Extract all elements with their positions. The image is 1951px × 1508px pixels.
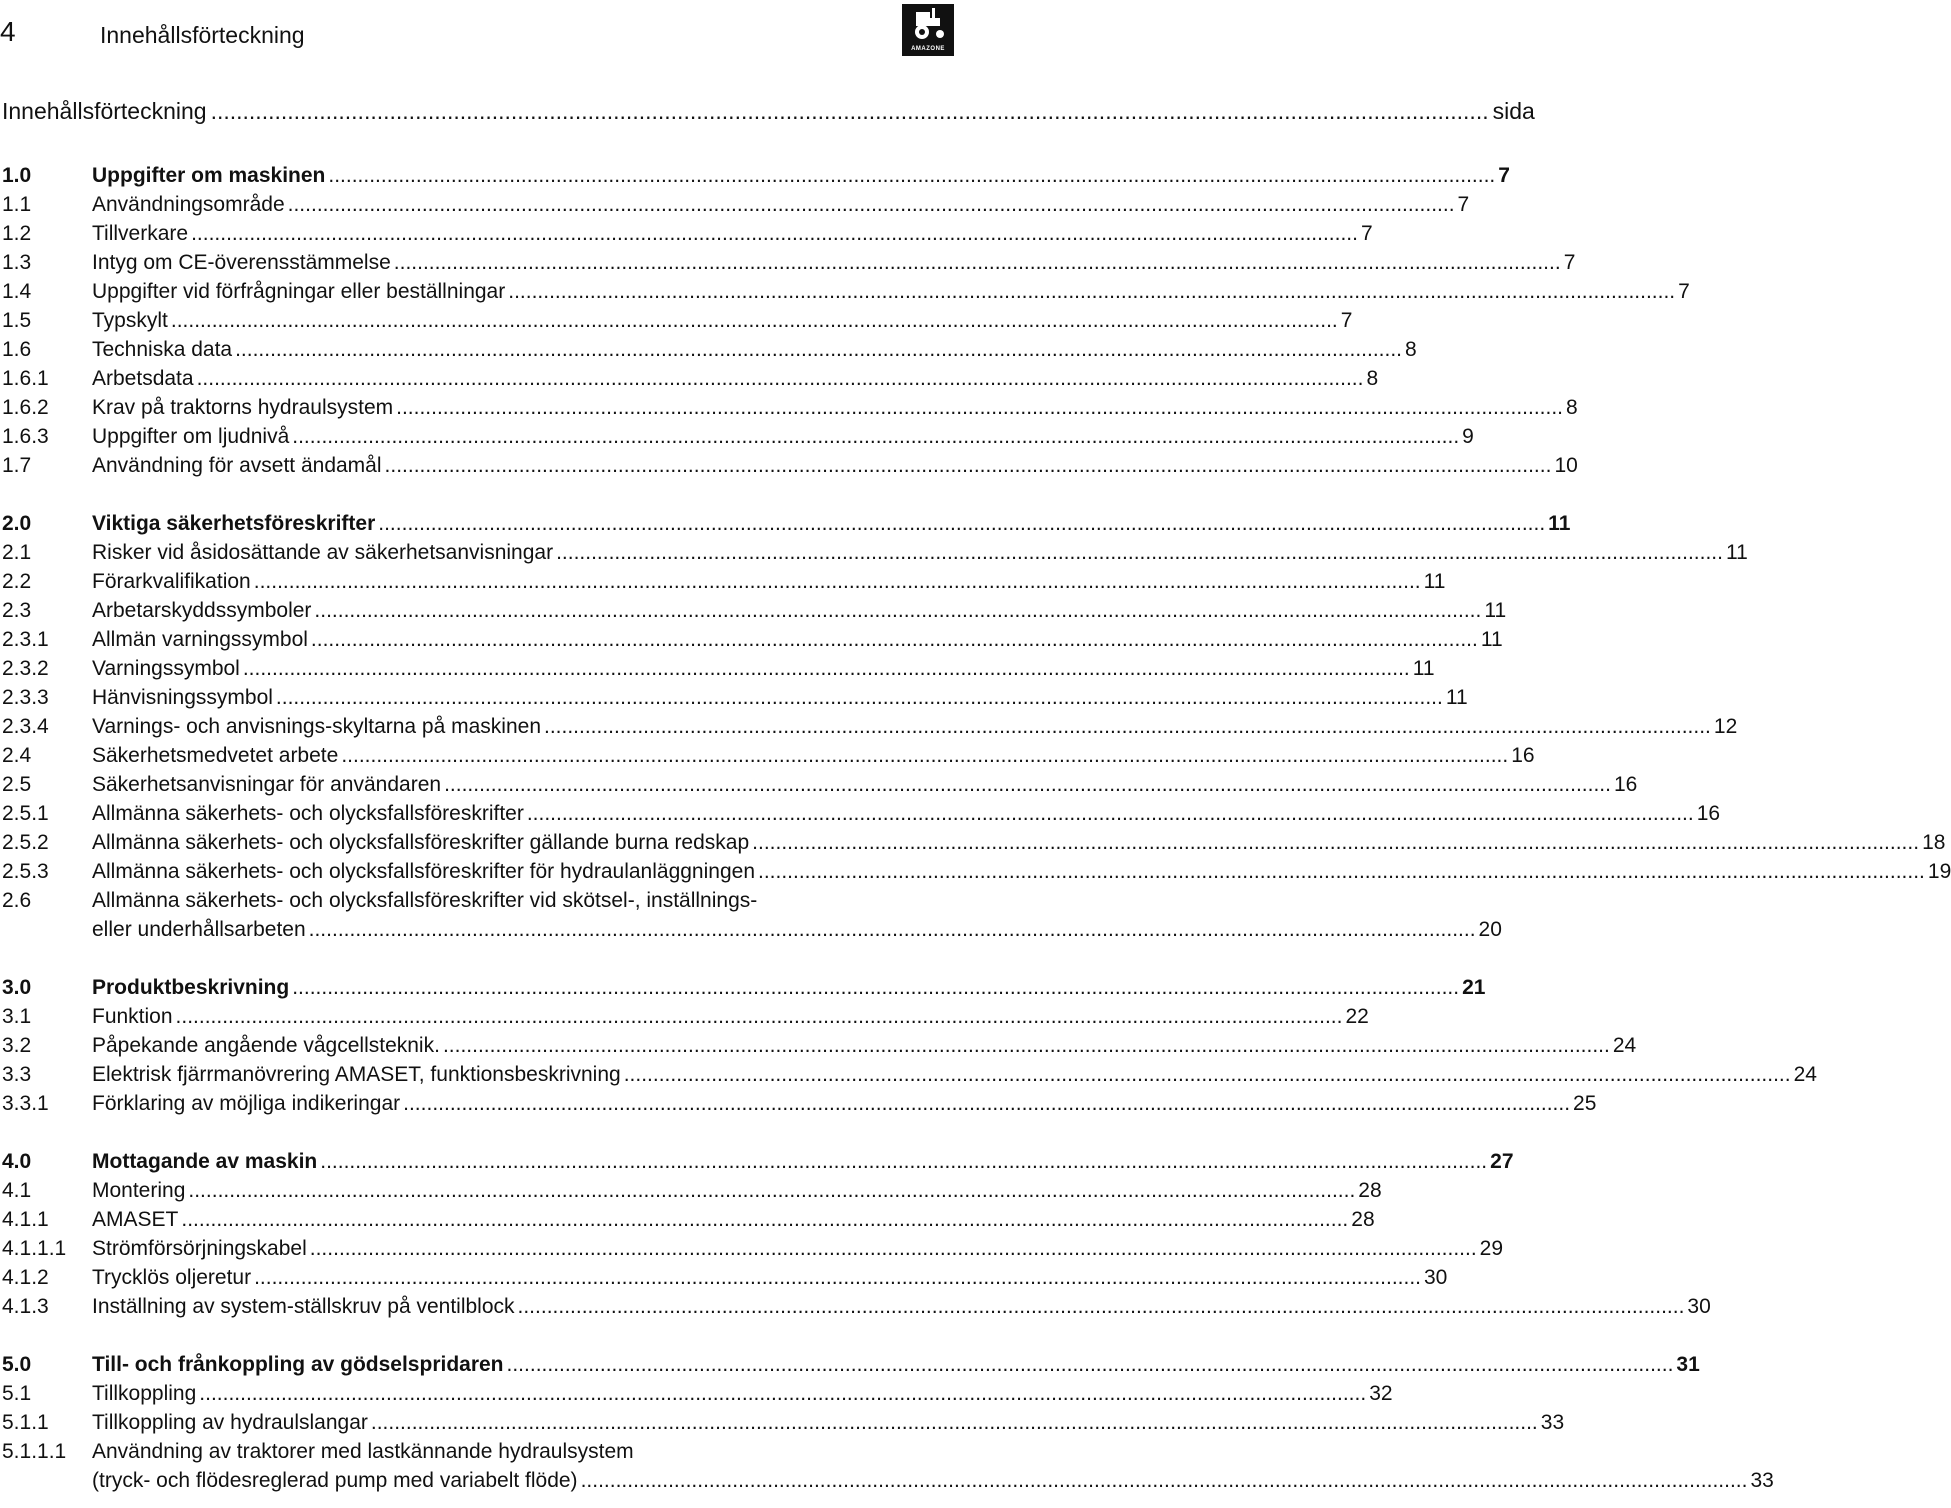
leader-dots: ........................................................................................................................................................................................................: [292, 425, 1460, 448]
toc-entry-title: Varningssymbol: [92, 657, 240, 680]
toc-entry-number: 2.3.2: [2, 657, 49, 680]
toc-entry-page: 24: [1612, 1034, 1637, 1057]
toc-entry-page: 9: [1462, 425, 1474, 448]
leader-dots: ........................................................................................................................................................................................................: [287, 193, 1455, 216]
toc-entry-number: 4.1: [2, 1179, 32, 1202]
toc-entry-title: Till- och frånkoppling av gödselspridaren: [92, 1353, 504, 1376]
toc-entry-title: Strömförsörjningskabel: [92, 1237, 307, 1260]
toc-entry: [2, 306, 1353, 335]
leader-dots: ........................................................................................................................................................................................................: [444, 773, 1611, 796]
toc-heading: [2, 98, 1535, 125]
toc-entry-title: Tillverkare: [92, 222, 189, 245]
toc-entry: [2, 799, 1721, 828]
toc-entry-title: Allmän varningssymbol: [92, 628, 308, 651]
toc-title: Innehållsförteckning: [2, 98, 207, 124]
leader-dots: ........................................................................................................................................................................................................: [175, 1005, 1343, 1028]
toc-entry-title: Allmänna säkerhets- och olycksfallsföreskrifter för hydraulanläggningen: [92, 860, 755, 883]
toc-entry-page: 29: [1479, 1237, 1504, 1260]
toc-entry-number: 1.4: [2, 280, 32, 303]
leader-dots: ........................................................................................................................................................................................................: [292, 976, 1460, 999]
toc-entry-page: 24: [1793, 1063, 1817, 1086]
toc-entry: [2, 219, 1373, 248]
toc-entry-title: Arbetsdata: [92, 367, 194, 390]
toc-entry-number: 3.1: [2, 1005, 32, 1028]
toc-entry-number: 2.3.3: [2, 686, 49, 709]
toc-entry: [2, 161, 1510, 190]
toc-entry-title: Mottagande av maskin: [92, 1150, 318, 1173]
toc-entry: [2, 538, 1748, 567]
toc-entry: [2, 1292, 1711, 1321]
toc-entry: [2, 654, 1435, 683]
toc-entry-page: 30: [1687, 1295, 1711, 1318]
toc-entry-title: Tillkoppling: [92, 1382, 197, 1405]
toc-entry-page: 7: [1457, 193, 1470, 216]
leader-dots: ........................................................................................................................................................................................................: [758, 860, 1925, 883]
toc-entry: [2, 364, 1379, 393]
leader-dots: ........................................................................................................................................................................................................: [384, 454, 1552, 477]
toc-entry-number: 5.1.1: [2, 1411, 49, 1434]
toc-entry-title: Typskylt: [92, 309, 168, 332]
toc-entry-page: 20: [1478, 918, 1502, 941]
toc-entry-title: Viktiga säkerhetsföreskrifter: [92, 512, 376, 535]
leader-dots: ........................................................................................................................................................................................................: [308, 918, 1476, 941]
toc-entry: [2, 683, 1468, 712]
toc-entry-page: 28: [1351, 1208, 1375, 1231]
leader-dots: ........................................................................................................................................................................................................: [378, 512, 1546, 535]
tractor-icon: [902, 4, 954, 44]
toc-entry-number: 3.3: [2, 1063, 32, 1086]
toc-entry-number: 2.6: [2, 889, 32, 912]
toc-entry-title: Uppgifter om ljudnivå: [92, 425, 290, 448]
toc-entry-title: Allmänna säkerhets- och olycksfallsföreskrifter: [92, 802, 524, 825]
toc-entry-title: Techniska data: [92, 338, 233, 361]
toc-entry: [2, 248, 1576, 277]
toc-entry: [2, 393, 1578, 422]
toc-entry-page: 19: [1927, 860, 1951, 883]
toc-entry-number: 2.5.3: [2, 860, 49, 883]
toc-entry: [2, 1437, 954, 1466]
toc-entry: [2, 1176, 1382, 1205]
toc-entry: [2, 915, 1502, 944]
toc-entry-number: 2.5: [2, 773, 32, 796]
toc-entry-number: 2.2: [2, 570, 32, 593]
toc-entry: [2, 1350, 1700, 1379]
toc-entry-page: 25: [1573, 1092, 1597, 1115]
toc-entry: [2, 828, 1946, 857]
leader-dots: ........................................................................................................................................................................................................: [170, 309, 1338, 332]
toc-entry-title: Användning av traktorer med lastkännande hydraulsystem: [92, 1440, 634, 1463]
toc-entry: [2, 712, 1738, 741]
toc-entry-page: 11: [1445, 686, 1468, 709]
toc-entry: [2, 190, 1470, 219]
toc-entry-page: 16: [1696, 802, 1721, 825]
toc-entry-title: Allmänna säkerhets- och olycksfallsföreskrifter gällande burna redskap: [92, 831, 750, 854]
logo-text: AMAZONE: [911, 46, 945, 52]
toc-entry-page: 7: [1563, 251, 1576, 274]
toc-entry-number: 5.0: [2, 1353, 32, 1376]
toc-entry-page: 7: [1360, 222, 1373, 245]
toc-entry-page: 16: [1511, 744, 1535, 767]
toc-entry-title: Inställning av system-ställskruv på ventilblock: [92, 1295, 515, 1318]
toc-entry: [2, 277, 1690, 306]
toc-entry-title: (tryck- och flödesreglerad pump med variabelt flöde): [92, 1469, 578, 1492]
leader-dots: ........................................................................................................................................................................................................: [506, 1353, 1674, 1376]
toc-entry-number: 2.4: [2, 744, 32, 767]
toc-entry-title: Uppgifter vid förfrågningar eller beställningar: [92, 280, 506, 303]
leader-dots: ........................................................................................................................................................................................................: [370, 1411, 1538, 1434]
toc-entry-page: 31: [1676, 1353, 1700, 1376]
toc-entry: [2, 973, 1486, 1002]
toc-entry: [2, 1060, 1817, 1089]
toc-entry-number: 5.1: [2, 1382, 32, 1405]
toc-entry-title: eller underhållsarbeten: [92, 918, 306, 941]
toc-entry: [2, 1408, 1565, 1437]
toc-entry-page: 16: [1613, 773, 1638, 796]
toc-entry-number: 4.0: [2, 1150, 32, 1173]
leader-dots: ........................................................................................................................................................................................................: [235, 338, 1402, 361]
leader-dots: ........................................................................................................................................................................................................: [517, 1295, 1685, 1318]
toc-entry-number: 2.5.1: [2, 802, 49, 825]
toc-entry-number: 1.6: [2, 338, 32, 361]
toc-entry-number: 4.1.1: [2, 1208, 49, 1231]
toc-entry-number: 1.2: [2, 222, 32, 245]
leader-dots: ........................................................................................................................................................................................................: [253, 570, 1421, 593]
leader-dots: ........................................................................................................................................................................................................: [544, 715, 1711, 738]
toc-entry: [2, 1466, 1774, 1495]
toc-entry-number: 2.5.2: [2, 831, 49, 854]
toc-entry-number: 1.7: [2, 454, 32, 477]
leader-dots: ........................................................................................................................................................................................................: [508, 280, 1676, 303]
leader-dots: ........................................................................................................................................................................................................: [188, 1179, 1356, 1202]
chapter-title: Innehållsförteckning: [100, 22, 305, 48]
leader-dots: ........................................................................................................................................................................................................: [320, 1150, 1488, 1173]
toc-entry-page: 33: [1540, 1411, 1565, 1434]
toc-entry-title: Förklaring av möjliga indikeringar: [92, 1092, 401, 1115]
leader-dots: ........................................................................................................................................................................................................: [396, 396, 1564, 419]
toc-entry-number: 1.5: [2, 309, 32, 332]
toc-entry-number: 1.6.1: [2, 367, 49, 390]
toc-entry-number: 2.3.1: [2, 628, 49, 651]
toc-entry: [2, 1205, 1375, 1234]
toc-entry-number: 1.0: [2, 164, 32, 187]
leader-dots: ........................................................................................................................................................................................................: [196, 367, 1364, 390]
leader-dots: ........................................................................................................................................................................................................: [210, 98, 1489, 124]
toc-entry-page: 30: [1424, 1266, 1448, 1289]
toc-entry-title: Hänvisningssymbol: [92, 686, 273, 709]
toc-entry-number: 2.0: [2, 512, 32, 535]
toc-entry-page: 8: [1366, 367, 1379, 390]
toc-entry-page: 10: [1554, 454, 1578, 477]
toc-entry-number: 3.2: [2, 1034, 32, 1057]
toc-entry: [2, 1379, 1393, 1408]
leader-dots: ........................................................................................................................................................................................................: [580, 1469, 1748, 1492]
toc-entry-title: Tillkoppling av hydraulslangar: [92, 1411, 368, 1434]
toc-entry-title: Uppgifter om maskinen: [92, 164, 326, 187]
toc-entry-page: 11: [1484, 599, 1507, 622]
toc-entry-title: Säkerhetsmedvetet arbete: [92, 744, 339, 767]
leader-dots: ........................................................................................................................................................................................................: [199, 1382, 1367, 1405]
toc-entry-number: 2.3: [2, 599, 32, 622]
leader-dots: ........................................................................................................................................................................................................: [341, 744, 1509, 767]
toc-entry-title: Produktbeskrivning: [92, 976, 290, 999]
leader-dots: ........................................................................................................................................................................................................: [181, 1208, 1349, 1231]
toc-entry-page: 22: [1345, 1005, 1369, 1028]
toc-entry-title: Intyg om CE-överensstämmelse: [92, 251, 391, 274]
toc-entry-number: 4.1.3: [2, 1295, 49, 1318]
toc-entry: [2, 509, 1571, 538]
leader-dots: ........................................................................................................................................................................................................: [526, 802, 1694, 825]
leader-dots: ........................................................................................................................................................................................................: [309, 1237, 1477, 1260]
toc-entry-page: 11: [1548, 512, 1571, 535]
toc-entry-title: Förarkvalifikation: [92, 570, 251, 593]
page-header: [0, 0, 960, 80]
toc-entry: [2, 741, 1535, 770]
leader-dots: ........................................................................................................................................................................................................: [254, 1266, 1421, 1289]
toc-entry-number: 1.6.2: [2, 396, 49, 419]
toc-entry-page: 11: [1480, 628, 1503, 651]
toc-entry-page: 8: [1405, 338, 1417, 361]
toc-entry: [2, 770, 1638, 799]
toc-entry: [2, 1147, 1514, 1176]
toc-entry-title: Risker vid åsidosättande av säkerhetsanvisningar: [92, 541, 554, 564]
toc-entry-number: 5.1.1.1: [2, 1440, 67, 1463]
toc-entry-title: Allmänna säkerhets- och olycksfallsföreskrifter vid skötsel-, inställnings-: [92, 889, 758, 912]
chapter-number: 4: [0, 16, 16, 47]
toc-entry-title: Säkerhetsanvisningar för användaren: [92, 773, 442, 796]
toc-entry-title: Varnings- och anvisnings-skyltarna på maskinen: [92, 715, 541, 738]
toc-entry-title: Arbetarskyddssymboler: [92, 599, 312, 622]
toc-entry-page: 27: [1490, 1150, 1514, 1173]
amazone-logo: [902, 4, 954, 56]
toc-entry: [2, 1263, 1448, 1292]
toc-entry-page: 7: [1678, 280, 1690, 303]
toc-entry: [2, 1031, 1637, 1060]
toc-entry-title: Användningsområde: [92, 193, 285, 216]
toc-entry: [2, 451, 1578, 480]
toc-entry-page: 12: [1713, 715, 1738, 738]
toc-entry-page: 18: [1922, 831, 1946, 854]
leader-dots: ........................................................................................................................................................................................................: [623, 1063, 1791, 1086]
leader-dots: ........................................................................................................................................................................................................: [393, 251, 1561, 274]
toc-entry: [2, 857, 1951, 886]
toc-entry: [2, 422, 1474, 451]
toc-entry-page: 11: [1412, 657, 1435, 680]
toc-entry-title: Trycklös oljeretur: [92, 1266, 252, 1289]
toc-entry: [2, 335, 1417, 364]
toc-entry-title: AMASET: [92, 1208, 179, 1231]
toc-entry-number: 4.1.2: [2, 1266, 49, 1289]
toc-entry-page: 11: [1423, 570, 1446, 593]
toc-entry-number: 4.1.1.1: [2, 1237, 67, 1260]
toc-entry-title: Krav på traktorns hydraulsystem: [92, 396, 394, 419]
toc-entry-number: 3.3.1: [2, 1092, 49, 1115]
toc-entry-title: Påpekande angående vågcellsteknik.: [92, 1034, 440, 1057]
leader-dots: ........................................................................................................................................................................................................: [403, 1092, 1571, 1115]
toc-entry-number: 1.3: [2, 251, 32, 274]
toc-entry-page: 28: [1358, 1179, 1382, 1202]
leader-dots: ........................................................................................................................................................................................................: [556, 541, 1723, 564]
leader-dots: ........................................................................................................................................................................................................: [275, 686, 1443, 709]
toc-entry-page: 11: [1725, 541, 1748, 564]
toc-entry: [2, 886, 954, 915]
leader-dots: ........................................................................................................................................................................................................: [442, 1034, 1610, 1057]
toc-entry-page: 32: [1369, 1382, 1393, 1405]
toc-list: [2, 161, 1951, 1495]
toc-entry-page: 7: [1340, 309, 1353, 332]
toc-entry-page: 8: [1566, 396, 1578, 419]
toc-entry-number: 1.1: [2, 193, 32, 216]
toc-entry-number: 3.0: [2, 976, 32, 999]
leader-dots: ........................................................................................................................................................................................................: [191, 222, 1358, 245]
leader-dots: ........................................................................................................................................................................................................: [242, 657, 1410, 680]
toc-entry-title: Användning för avsett ändamål: [92, 454, 382, 477]
leader-dots: ........................................................................................................................................................................................................: [314, 599, 1482, 622]
toc-entry: [2, 567, 1446, 596]
toc-entry-page: 7: [1498, 164, 1510, 187]
toc-entry-page: 33: [1750, 1469, 1774, 1492]
toc-entry-title: Montering: [92, 1179, 186, 1202]
toc-entry-number: 2.1: [2, 541, 32, 564]
toc-entry: [2, 1089, 1597, 1118]
toc-entry: [2, 596, 1507, 625]
leader-dots: ........................................................................................................................................................................................................: [328, 164, 1496, 187]
page-column-label: sida: [1492, 98, 1535, 124]
toc-entry-page: 21: [1462, 976, 1486, 999]
toc-entry-title: Funktion: [92, 1005, 173, 1028]
leader-dots: ........................................................................................................................................................................................................: [752, 831, 1920, 854]
toc-entry-number: 2.3.4: [2, 715, 49, 738]
leader-dots: ........................................................................................................................................................................................................: [310, 628, 1478, 651]
toc-entry: [2, 1002, 1369, 1031]
toc-entry-number: 1.6.3: [2, 425, 49, 448]
toc-entry: [2, 1234, 1504, 1263]
toc-entry-title: Elektrisk fjärrmanövrering AMASET, funktionsbeskrivning: [92, 1063, 621, 1086]
toc-entry: [2, 625, 1503, 654]
